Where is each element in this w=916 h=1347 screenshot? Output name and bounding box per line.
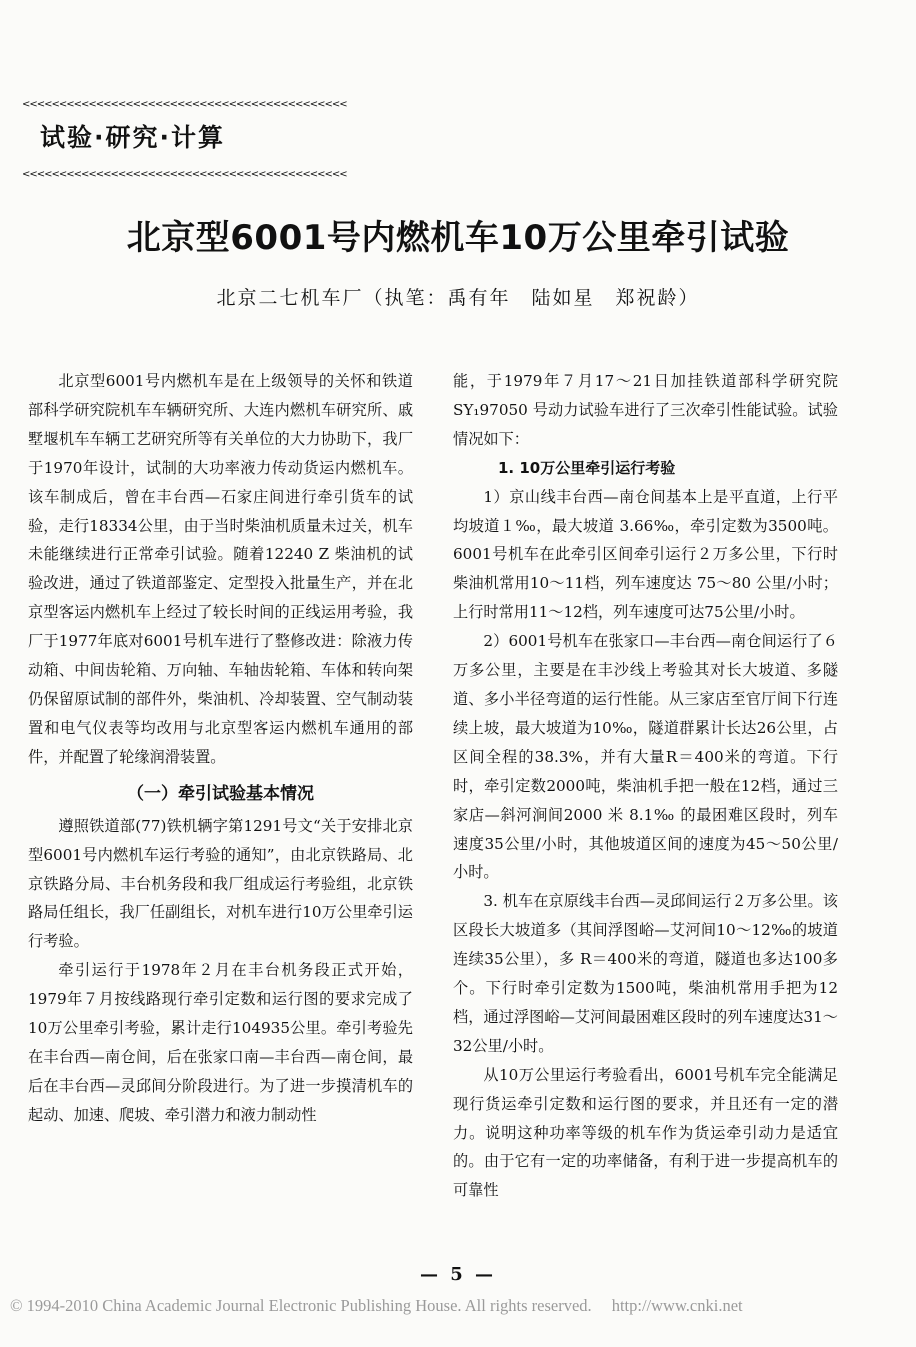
left-column: [28, 367, 413, 1130]
paragraph: 从10万公里运行考验看出，6001号机车完全能满足现行货运牵引定数和运行图的要求，并且还有一定的潜力。说明这种功率等级的机车作为货运牵引动力是适宜的。由于它有一定的功率储备，有利于进一步提高机车的可靠性: [453, 1065, 838, 1200]
paragraph: 牵引运行于1978年２月在丰台机务段正式开始，1979年７月按线路现行牵引定数和运行图的要求完成了10万公里牵引考验，累计走行104935公里。牵引考验先在丰台西—南仓间，后在张家口南—丰台西—南仓间，最后在丰台西—灵邱间分阶段进行。为了进一步摸清机车的起动、加速、爬坡、牵引潜力和液力制动性: [28, 961, 413, 1124]
article-title: 北京型6001号内燃机车10万公里牵引试验: [126, 218, 790, 258]
page-number: — 5 —: [419, 1264, 497, 1285]
copyright-notice: © 1994-2010 China Academic Journal Electronic Publishing House. All rights reserved.: [10, 1296, 592, 1315]
source-url[interactable]: http://www.cnki.net: [611, 1296, 743, 1315]
paragraph: 2）6001号机车在张家口—丰台西—南仓间运行了６万多公里，主要是在丰沙线上考验其对长大坡道、多隧道、多小半径弯道的运行性能。从三家店至官厅间下行连续上坡，最大坡道为10‰，隧道群累计长达26公里，占区间全程的38.3%，并有大量R＝400米的弯道。下行时，牵引定数2000吨，柴油机手把一般在12档，通过三家店—斜河涧间2000 米 8.1‰ 的最困难区段时，列车速度35公里/小时，其他坡道区间的速度为45～50公里/小时。: [453, 632, 838, 882]
article-byline: 北京二七机车厂（执笔：禹有年 陆如星 郑祝龄）: [216, 287, 700, 309]
paragraph: 1）京山线丰台西—南仓间基本上是平直道，上行平均坡道１‰，最大坡道 3.66‰，牵引定数为3500吨。6001号机车在此牵引区间牵引运行２万多公里，下行时柴油机常用10～11档，列车速度达 75～80 公里/小时；上行时常用11～12档，列车速度可达75公里/小时。: [453, 487, 838, 622]
subsection-heading: 1. 10万公里牵引运行考验: [498, 458, 676, 477]
decorative-border-top: <<<<<<<<<<<<<<<<<<<<<<<<<<<<<<<<<<<<<<<<<<<<: [22, 99, 347, 110]
paragraph: 遵照铁道部(77)铁机辆字第1291号文“关于安排北京型6001号内燃机车运行考验的通知”，由北京铁路局、北京铁路分局、丰台机务段和我厂组成运行考验组，北京铁路局任组长，我厂任副组长，对机车进行10万公里牵引运行考验。: [28, 816, 413, 951]
paragraph: 3. 机车在京原线丰台西—灵邱间运行２万多公里。该区段长大坡道多（其间浮图峪—艾河间10～12‰的坡道连续35公里），多 R＝400米的弯道，隧道也多达100多个。下行时牵引定数为1500吨，柴油机常用手把为12档，通过浮图峪—艾河间最困难区段时的列车速度达31～32公里/小时。: [453, 892, 838, 1055]
paragraph: 能，于1979年７月17～21日加挂铁道部科学研究院 SY₁97050 号动力试验车进行了三次牵引性能试验。试验情况如下：: [453, 372, 838, 448]
section-heading: 试验·研究·计算: [40, 123, 225, 152]
right-column: [453, 367, 838, 1205]
footer: [10, 1296, 916, 1316]
decorative-border-bottom: <<<<<<<<<<<<<<<<<<<<<<<<<<<<<<<<<<<<<<<<<<<<: [22, 169, 347, 180]
section-subheading: （一）牵引试验基本情况: [127, 783, 314, 804]
paragraph: 北京型6001号内燃机车是在上级领导的关怀和铁道部科学研究院机车车辆研究所、大连内燃机车研究所、戚墅堰机车车辆工艺研究所等有关单位的大力协助下，我厂于1970年设计，试制的大功率液力传动货运内燃机车。该车制成后，曾在丰台西—石家庄间进行牵引货车的试验，走行18334公里，由于当时柴油机质量未过关，机车未能继续进行正常牵引试验。随着12240 Z 柴油机的试验改进，通过了铁道部鉴定、定型投入批量生产，并在北京型客运内燃机车上经过了较长时间的正线运用考验，我厂于1977年底对6001号机车进行了整修改进：除液力传动箱、中间齿轮箱、万向轴、车轴齿轮箱、车体和转向架仍保留原试制的部件外，柴油机、冷却装置、空气制动装置和电气仪表等均改用与北京型客运内燃机车通用的部件，并配置了轮缘润滑装置。: [28, 372, 413, 766]
